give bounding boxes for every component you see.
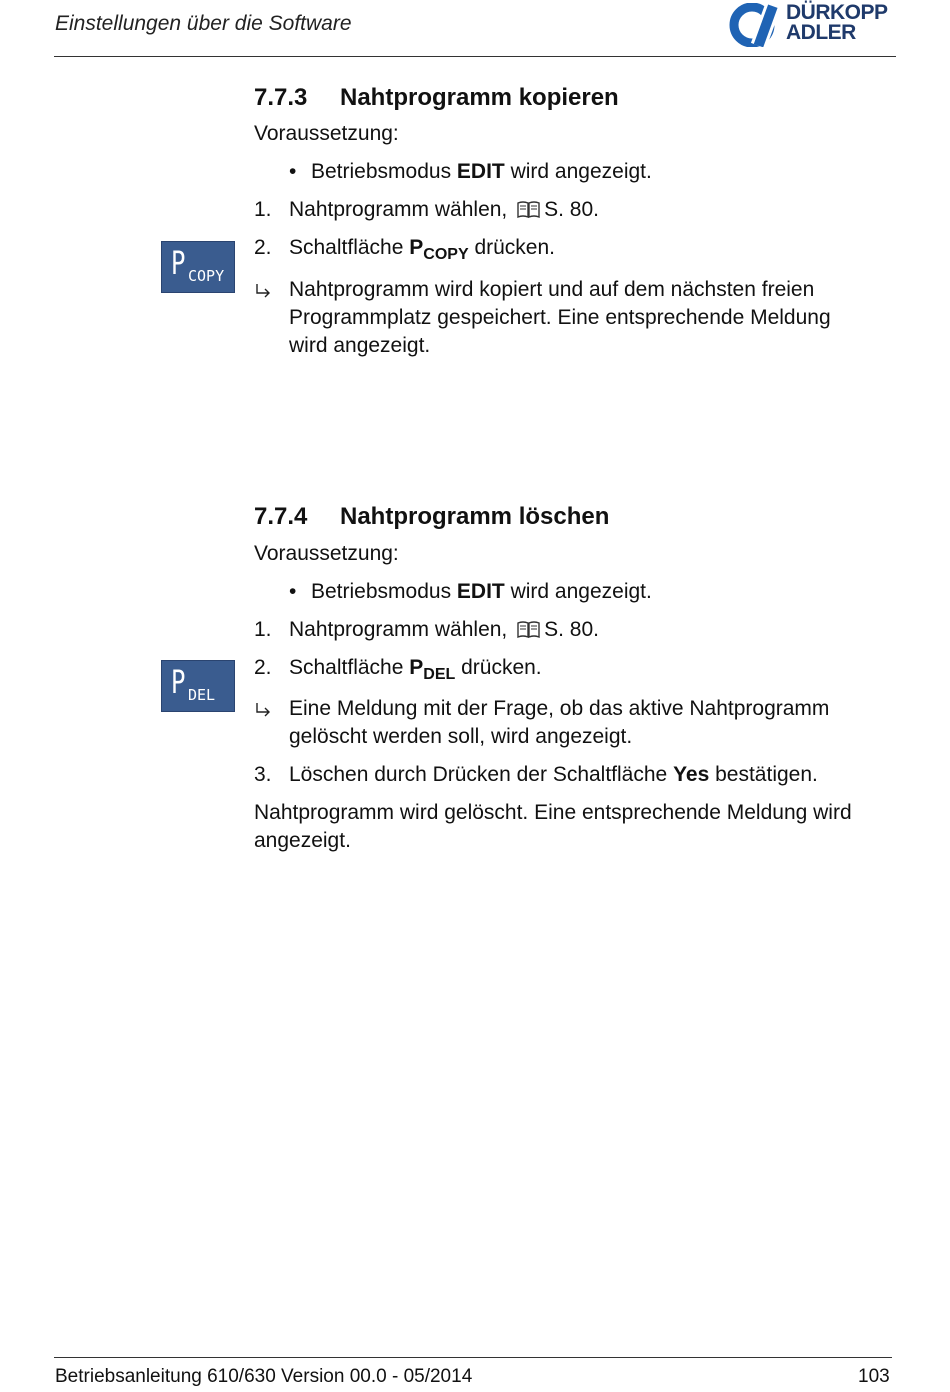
precondition-bullet: • Betriebsmodus EDIT wird angezeigt. (289, 160, 652, 183)
page-header-title: Einstellungen über die Software (55, 12, 352, 35)
section-title: Nahtprogramm löschen (340, 503, 610, 530)
step-number: 2. (254, 656, 272, 679)
section-number: 7.7.4 (254, 503, 308, 530)
section-heading (254, 84, 619, 112)
result-text (289, 695, 829, 751)
bullet-text-end: wird angezeigt. (504, 580, 652, 603)
step-1 (254, 616, 599, 644)
result-line: Programmplatz gespeichert. Eine entsprechende Meldung (289, 306, 831, 329)
logo-line-1: DÜRKOPP (786, 1, 888, 24)
bullet-text: Betriebsmodus (311, 160, 457, 183)
page-number: 103 (858, 1366, 890, 1387)
step-text-end: bestätigen. (709, 763, 818, 786)
precondition-bullet: • Betriebsmodus EDIT wird angezeigt. (289, 580, 652, 603)
result-arrow-icon (254, 701, 274, 726)
final-note (254, 799, 852, 855)
p-copy-button-icon (161, 241, 235, 293)
step-text-end: drücken. (468, 236, 555, 259)
step-1 (254, 196, 599, 224)
logo-text (786, 3, 888, 43)
step-3 (254, 761, 818, 789)
button-name: Yes (673, 763, 710, 786)
button-name-sub: COPY (423, 246, 469, 263)
step-number: 2. (254, 236, 272, 259)
step-text: Löschen durch Drücken der Schaltfläche (289, 763, 674, 786)
precondition-label: Voraussetzung: (254, 122, 399, 145)
section-title: Nahtprogramm kopieren (340, 84, 619, 111)
bullet-text-end: wird angezeigt. (504, 160, 652, 183)
icon-letter: P (171, 244, 186, 282)
logo-line-2: ADLER (786, 21, 856, 44)
icon-letter: P (171, 663, 186, 701)
step-text-end: drücken. (455, 656, 542, 679)
footer-divider (54, 1357, 892, 1358)
final-line: angezeigt. (254, 829, 351, 852)
result-line: Nahtprogramm wird kopiert und auf dem nächsten freien (289, 278, 815, 301)
result-line: gelöscht werden soll, wird angezeigt. (289, 725, 633, 748)
logo-mark-icon (728, 3, 784, 47)
section-heading (254, 503, 609, 531)
result-line: Eine Meldung mit der Frage, ob das aktive Nahtprogramm (289, 697, 830, 720)
page-reference-link[interactable]: S. 80. (544, 618, 599, 641)
step-text: Schaltfläche (289, 236, 410, 259)
brand-logo (728, 3, 898, 47)
bullet-mode: EDIT (456, 580, 505, 603)
bullet-mode: EDIT (456, 160, 505, 183)
result-text (289, 276, 831, 360)
bullet-text: Betriebsmodus (311, 580, 457, 603)
icon-label: COPY (188, 267, 225, 285)
footer-doc-info: Betriebsanleitung 610/630 Version 00.0 - 05/2014 (55, 1366, 473, 1387)
result-line: wird angezeigt. (289, 334, 431, 357)
book-icon (517, 200, 540, 218)
p-del-button-icon (161, 660, 235, 712)
section-number: 7.7.3 (254, 84, 308, 111)
button-name: P (409, 236, 424, 259)
page-reference-link[interactable]: S. 80. (544, 198, 599, 221)
precondition-label: Voraussetzung: (254, 542, 399, 565)
step-2 (254, 234, 555, 269)
final-line: Nahtprogramm wird gelöscht. Eine entsprechende Meldung wird (254, 801, 852, 824)
step-2 (254, 654, 542, 689)
button-name-sub: DEL (423, 666, 456, 683)
icon-label: DEL (188, 686, 216, 704)
step-number: 1. (254, 198, 272, 221)
step-number: 3. (254, 763, 272, 786)
step-text: Nahtprogramm wählen, (289, 198, 508, 221)
header-divider (54, 56, 896, 57)
step-text: Nahtprogramm wählen, (289, 618, 508, 641)
button-name: P (409, 656, 424, 679)
result-arrow-icon (254, 282, 274, 307)
step-text: Schaltfläche (289, 656, 410, 679)
book-icon (517, 620, 540, 638)
step-number: 1. (254, 618, 272, 641)
